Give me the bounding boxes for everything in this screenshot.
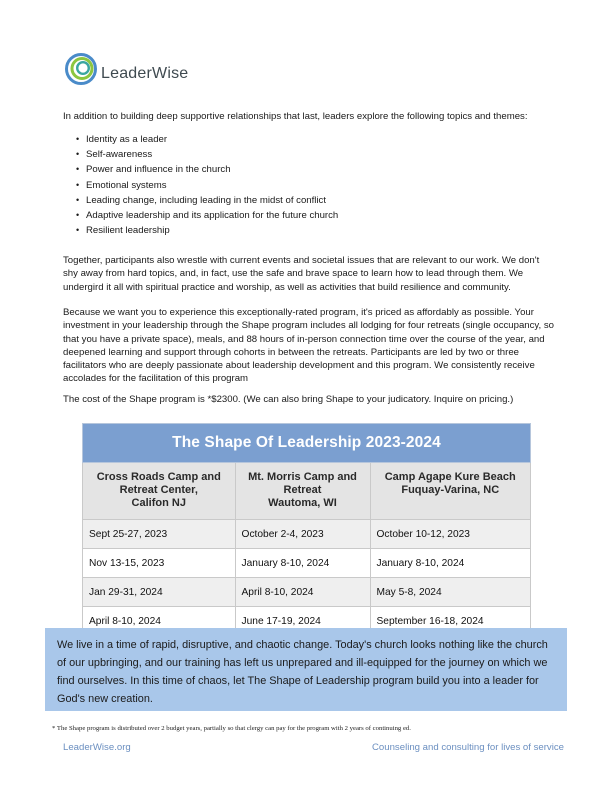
venue-line: Fuquay-Varina, NC [401,484,500,496]
topic-item: • Leading change, including leading in the midst of conflict [76,193,338,208]
date-cell: May 5-8, 2024 [370,578,531,607]
date-cell: June 17-19, 2024 [235,607,370,636]
venue-line: Camp Agape Kure Beach [384,471,516,483]
website-link[interactable]: LeaderWise.org [63,742,131,753]
topic-item: • Identity as a leader [76,132,338,147]
venue-line: Retreat [283,484,322,496]
paragraph-community: Together, participants also wrestle with current events and societal issues that are relevant to our work. We don't shy away from hard topics, and, in fact, use the safe and brave space to learn how to lead through them. We undergird it all with spiritual practice and worship, as well as activities that build resilience and community. [63,255,540,293]
table-row [83,520,531,549]
schedule-title: The Shape Of Leadership 2023-2024 [83,424,531,463]
date-cell: Nov 13-15, 2023 [83,549,236,578]
venue-cross-roads [83,463,236,520]
topic-item: • Self-awareness [76,147,338,162]
paragraph-pricing: Because we want you to experience this exceptionally-rated program, it's priced as affordably as possible. Your investment in your leadership through the Shape program includes all lodging for four retreats (single occupancy, so that you have a private space), meals, and 88 hours of in-person connection time over the course of the year, and deepened learning and support through cohorts in between the retreats. Participants are led by two or three facilitators who are deeply passionate about leadership development and this program. We consistently receive accolades for the facilitation of this program [63,307,554,385]
date-cell: Jan 29-31, 2024 [83,578,236,607]
venue-camp-agape [370,463,531,520]
venue-mt-morris [235,463,370,520]
venue-line: Cross Roads Camp and [96,471,221,483]
date-cell: April 8-10, 2024 [83,607,236,636]
footnote: * The Shape program is distributed over 2 budget years, partially so that clergy can pay for the program with 2 years of continuing ed. [52,725,411,732]
date-cell: April 8-10, 2024 [235,578,370,607]
cost-text: The cost of the Shape program is *$2300. (We can also bring Shape to your judicatory. Inquire on pricing.) [63,394,514,405]
footer-tagline: Counseling and consulting for lives of service [372,742,564,753]
schedule-table [82,423,531,636]
table-row [83,578,531,607]
date-cell: Sept 25-27, 2023 [83,520,236,549]
venue-line: Mt. Morris Camp and [248,471,357,483]
venue-line: Retreat Center, [119,484,198,496]
topic-item: • Resilient leadership [76,223,338,238]
date-cell: January 8-10, 2024 [235,549,370,578]
leaderwise-logo [64,52,204,92]
date-cell: January 8-10, 2024 [370,549,531,578]
date-cell: October 2-4, 2023 [235,520,370,549]
topics-list [76,132,338,238]
topic-item: • Adaptive leadership and its application for the future church [76,208,338,223]
topic-item: • Power and influence in the church [76,162,338,177]
intro-text: In addition to building deep supportive relationships that last, leaders explore the following topics and themes: [63,111,528,122]
topic-item: • Emotional systems [76,178,338,193]
date-cell: October 10-12, 2023 [370,520,531,549]
logo-wordmark: LeaderWise [101,65,189,82]
venue-line: Califon NJ [131,497,186,509]
venue-line: Wautoma, WI [268,497,337,509]
callout-box: We live in a time of rapid, disruptive, and chaotic change. Today's church looks nothing like the church of our upbringing, and our training has left us unprepared and ill-equipped for the journey on which we find ourselves. In this time of chaos, let The Shape of Leadership program build you into a leader for God's new creation. [45,628,567,711]
date-cell: September 16-18, 2024 [370,607,531,636]
table-row [83,549,531,578]
leaderwise-rings-icon [64,52,98,86]
